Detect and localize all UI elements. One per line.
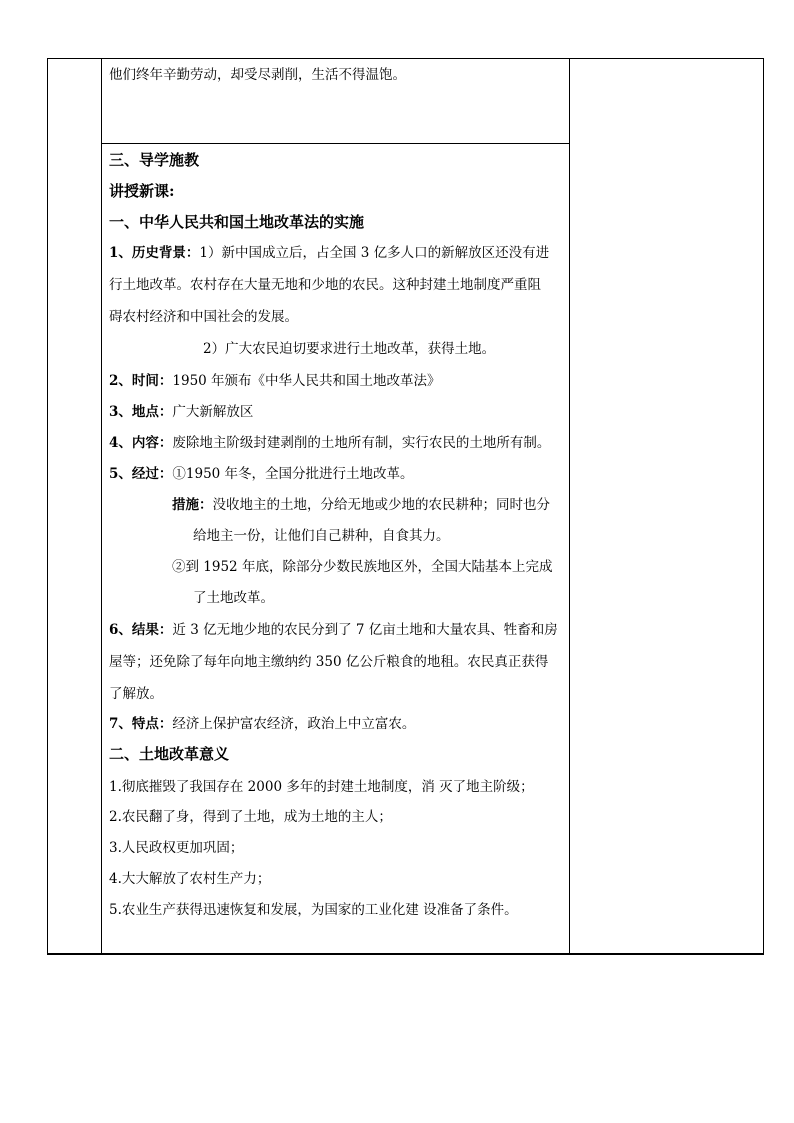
part1-heading: 一、中华人民共和国土地改革法的实施 <box>109 213 365 231</box>
content-label: 4、内容： <box>109 435 173 451</box>
place-line: 3、地点：广大新解放区 <box>109 404 254 420</box>
process-line: 5、经过：①1950 年冬，全国分批进行土地改革。 <box>109 466 414 482</box>
time-line: 2、时间：1950 年颁布《中华人民共和国土地改革法》 <box>109 373 441 389</box>
result-line1: 6、结果：近 3 亿无地少地的农民分到了 7 亿亩土地和大量农具、牲畜和房 <box>109 622 558 638</box>
measure-line2: 给地主一份，让他们自己耕种，自食其力。 <box>193 528 450 544</box>
content-line: 4、内容：废除地主阶级封建剥削的土地所有制，实行农民的土地所有制。 <box>109 435 551 451</box>
column-divider-left <box>101 58 102 955</box>
process-label: 5、经过： <box>109 466 173 482</box>
background-line4: 2）广大农民迫切要求进行土地改革，获得土地。 <box>203 341 496 357</box>
column-divider-right <box>569 58 570 955</box>
result-label: 6、结果： <box>109 622 173 638</box>
section-title: 三、导学施教 <box>109 151 200 169</box>
row1-text: 他们终年辛勤劳动，却受尽剥削，生活不得温饱。 <box>109 67 406 83</box>
completion-line2: 了土地改革。 <box>193 590 274 606</box>
significance-item: 2.农民翻了身，得到了土地，成为土地的主人； <box>109 809 392 825</box>
feature-line: 7、特点：经济上保护富农经济，政治上中立富农。 <box>109 716 416 732</box>
significance-item: 1.彻底摧毁了我国存在 2000 多年的封建土地制度，消 灭了地主阶级； <box>109 779 534 795</box>
measure-label: 措施： <box>172 497 213 513</box>
row-divider <box>101 143 570 144</box>
significance-item: 4.大大解放了农村生产力； <box>109 871 271 887</box>
completion-line1: ②到 1952 年底，除部分少数民族地区外，全国大陆基本上完成 <box>172 559 553 575</box>
background-line2: 行土地改革。农村存在大量无地和少地的农民。这种封建土地制度严重阻 <box>109 277 541 293</box>
section-subtitle: 讲授新课: <box>109 182 175 200</box>
part2-heading: 二、土地改革意义 <box>109 745 230 763</box>
measure-line1: 措施：没收地主的土地，分给无地或少地的农民耕种；同时也分 <box>172 497 550 513</box>
time-label: 2、时间： <box>109 373 173 389</box>
background-line3: 碍农村经济和中国社会的发展。 <box>109 309 298 325</box>
result-line3: 了解放。 <box>109 686 163 702</box>
significance-item: 3.人民政权更加巩固； <box>109 840 244 856</box>
significance-item: 5.农业生产获得迅速恢复和发展，为国家的工业化建 设准备了条件。 <box>109 902 518 918</box>
place-label: 3、地点： <box>109 404 173 420</box>
feature-label: 7、特点： <box>109 716 173 732</box>
background-label: 1、历史背景： <box>109 245 200 261</box>
background-line1: 1、历史背景：1）新中国成立后，占全国 3 亿多人口的新解放区还没有进 <box>109 245 550 261</box>
result-line2: 屋等；还免除了每年向地主缴纳约 350 亿公斤粮食的地租。农民真正获得 <box>109 654 549 670</box>
